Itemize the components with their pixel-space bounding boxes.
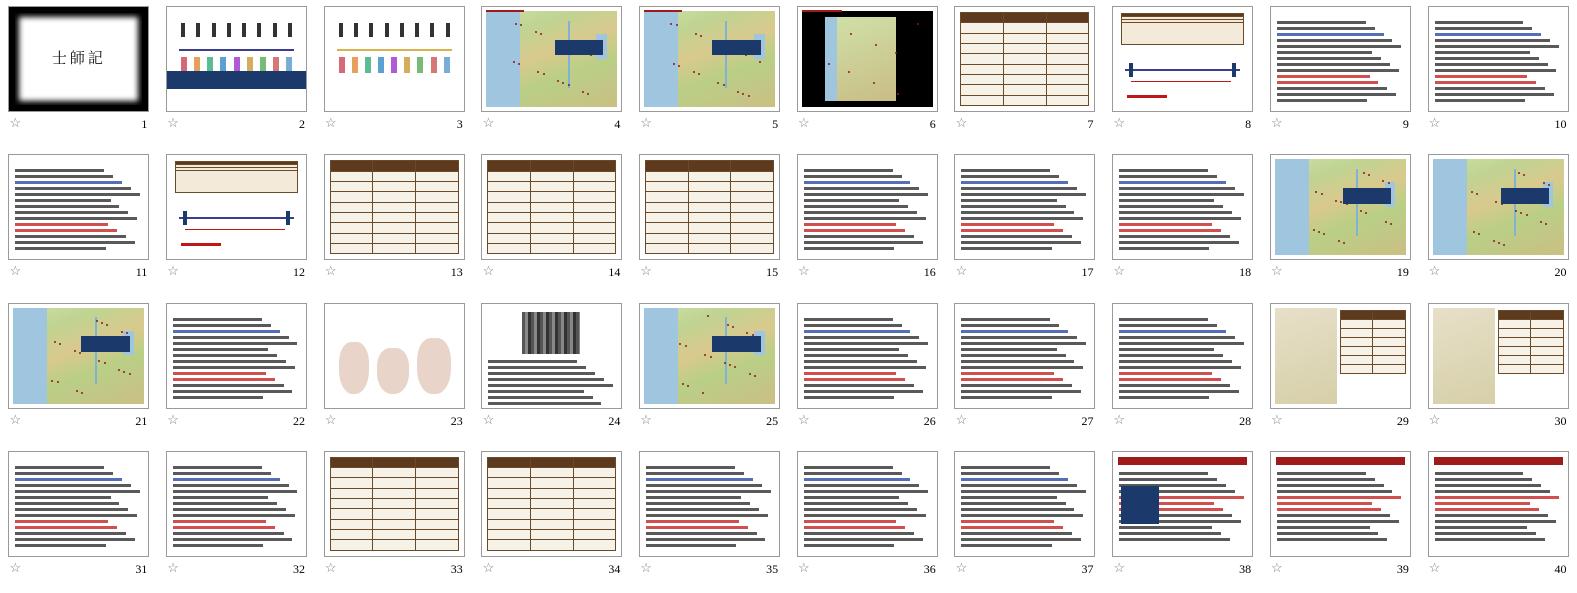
slide-caption bbox=[324, 261, 465, 283]
slide-number: 19 bbox=[1396, 265, 1409, 280]
slide-caption bbox=[166, 113, 307, 135]
slide-number: 30 bbox=[1554, 413, 1567, 428]
slide-text bbox=[9, 452, 148, 556]
slide-caption bbox=[1270, 113, 1411, 135]
slide-table bbox=[325, 452, 464, 556]
slide-caption bbox=[481, 558, 622, 580]
star-icon[interactable]: ☆ bbox=[955, 115, 968, 130]
slide-text bbox=[167, 452, 306, 556]
slide-caption bbox=[324, 558, 465, 580]
star-icon[interactable]: ☆ bbox=[1428, 411, 1441, 427]
slide-thumbnail[interactable] bbox=[481, 451, 622, 557]
star-icon[interactable]: ☆ bbox=[482, 559, 495, 575]
slide-number: 28 bbox=[1239, 413, 1252, 428]
star-icon[interactable]: ☆ bbox=[1113, 411, 1125, 427]
slide-caption bbox=[639, 113, 780, 135]
slide-thumbnail[interactable] bbox=[324, 451, 465, 557]
slide-caption bbox=[1270, 558, 1411, 580]
slide-table bbox=[482, 452, 621, 556]
slide-number: 39 bbox=[1396, 561, 1409, 576]
slide-thumbnail[interactable] bbox=[954, 154, 1095, 260]
slide-thumbnail[interactable] bbox=[1112, 303, 1253, 409]
slide-number: 11 bbox=[135, 265, 148, 280]
slide-cell[interactable] bbox=[1419, 297, 1577, 445]
slide-cell[interactable] bbox=[1419, 0, 1577, 148]
slide-table bbox=[955, 7, 1094, 111]
slide-number: 22 bbox=[293, 413, 306, 428]
slide-thumbnail[interactable] bbox=[8, 154, 149, 260]
star-icon[interactable]: ☆ bbox=[797, 115, 810, 130]
star-icon[interactable]: ☆ bbox=[167, 115, 179, 130]
slide-number: 29 bbox=[1396, 413, 1409, 428]
star-icon[interactable]: ☆ bbox=[167, 411, 179, 427]
slide-number: 23 bbox=[450, 413, 463, 428]
slide-thumbnail[interactable] bbox=[797, 6, 938, 112]
star-icon[interactable]: ☆ bbox=[1113, 263, 1125, 279]
slide-cell[interactable] bbox=[473, 148, 631, 296]
slide-caption bbox=[481, 113, 622, 135]
star-icon[interactable]: ☆ bbox=[1428, 559, 1441, 575]
slide-text bbox=[167, 304, 306, 408]
slide-number: 25 bbox=[766, 413, 779, 428]
slide-thumbnail[interactable] bbox=[1270, 451, 1411, 557]
slide-bw-photo bbox=[482, 304, 621, 408]
slide-table bbox=[482, 155, 621, 259]
star-icon[interactable]: ☆ bbox=[1428, 115, 1441, 130]
slide-caption bbox=[1428, 113, 1569, 135]
slide-number: 3 bbox=[456, 117, 463, 131]
slide-timeline bbox=[167, 155, 306, 259]
slide-number: 8 bbox=[1245, 117, 1252, 131]
star-icon[interactable]: ☆ bbox=[640, 115, 652, 130]
slide-caption bbox=[481, 410, 622, 432]
star-icon[interactable]: ☆ bbox=[1428, 263, 1441, 279]
slide-number: 4 bbox=[614, 117, 621, 131]
star-icon[interactable]: ☆ bbox=[797, 263, 810, 279]
slide-number: 26 bbox=[923, 413, 936, 428]
slide-cell[interactable] bbox=[158, 148, 316, 296]
slide-number: 7 bbox=[1087, 117, 1094, 131]
slide-brown-table bbox=[175, 161, 298, 193]
slide-red-text bbox=[1113, 452, 1252, 556]
star-icon[interactable]: ☆ bbox=[640, 411, 652, 427]
slide-thumbnail[interactable] bbox=[8, 451, 149, 557]
slide-number: 13 bbox=[450, 265, 463, 280]
slide-thumbnail[interactable] bbox=[1428, 451, 1569, 557]
star-icon[interactable]: ☆ bbox=[1271, 559, 1283, 575]
slide-text bbox=[798, 304, 937, 408]
slide-thumbnail[interactable] bbox=[324, 154, 465, 260]
slide-text bbox=[9, 155, 148, 259]
slide-number: 27 bbox=[1081, 413, 1094, 428]
star-icon[interactable]: ☆ bbox=[955, 559, 968, 575]
star-icon[interactable]: ☆ bbox=[9, 115, 22, 130]
star-icon[interactable]: ☆ bbox=[797, 559, 810, 575]
slide-brown-table bbox=[1121, 13, 1244, 45]
slide-text bbox=[955, 304, 1094, 408]
slide-cell[interactable] bbox=[788, 148, 946, 296]
slide-number: 16 bbox=[923, 265, 936, 280]
slide-cell[interactable] bbox=[0, 445, 158, 593]
star-icon[interactable]: ☆ bbox=[9, 559, 22, 575]
slide-caption bbox=[166, 261, 307, 283]
slide-number: 10 bbox=[1554, 117, 1567, 131]
slide-thumbnail[interactable] bbox=[1428, 303, 1569, 409]
slide-thumbnail[interactable] bbox=[954, 451, 1095, 557]
star-icon[interactable]: ☆ bbox=[955, 411, 968, 427]
slide-cell[interactable] bbox=[1104, 297, 1262, 445]
slide-cell[interactable] bbox=[946, 297, 1104, 445]
slide-thumbnail[interactable] bbox=[8, 6, 149, 112]
star-icon[interactable]: ☆ bbox=[482, 263, 495, 279]
slide-thumbnail[interactable] bbox=[639, 451, 780, 557]
star-icon[interactable]: ☆ bbox=[1271, 115, 1283, 130]
slide-number: 6 bbox=[929, 117, 936, 131]
slide-cell[interactable] bbox=[315, 148, 473, 296]
slide-caption bbox=[8, 558, 149, 580]
slide-map bbox=[640, 304, 779, 408]
slide-cell[interactable] bbox=[1262, 0, 1420, 148]
slide-cell[interactable] bbox=[0, 0, 158, 148]
slide-map bbox=[482, 7, 621, 111]
slide-map bbox=[1271, 155, 1410, 259]
slide-thumbnail[interactable] bbox=[1428, 6, 1569, 112]
star-icon[interactable]: ☆ bbox=[1113, 559, 1125, 575]
slide-thumbnail[interactable] bbox=[1270, 303, 1411, 409]
slide-number: 33 bbox=[450, 561, 463, 576]
slide-caption bbox=[8, 410, 149, 432]
slide-text bbox=[955, 155, 1094, 259]
star-icon[interactable]: ☆ bbox=[1271, 263, 1283, 279]
slide-diagram bbox=[167, 7, 306, 111]
slide-number: 15 bbox=[766, 265, 779, 280]
slide-map bbox=[1429, 155, 1568, 259]
slide-cell[interactable] bbox=[788, 445, 946, 593]
slide-caption bbox=[166, 410, 307, 432]
slide-caption bbox=[639, 261, 780, 283]
star-icon[interactable]: ☆ bbox=[640, 559, 652, 575]
slide-cell[interactable] bbox=[631, 445, 789, 593]
star-icon[interactable]: ☆ bbox=[324, 115, 337, 130]
slide-thumbnail[interactable] bbox=[166, 6, 307, 112]
slide-caption bbox=[954, 261, 1095, 283]
slide-map-table bbox=[1429, 304, 1568, 408]
star-icon[interactable]: ☆ bbox=[9, 263, 22, 279]
star-icon[interactable]: ☆ bbox=[167, 559, 179, 575]
slide-text bbox=[955, 452, 1094, 556]
slide-map bbox=[9, 304, 148, 408]
slide-number: 14 bbox=[608, 265, 621, 280]
slide-caption bbox=[8, 261, 149, 283]
slide-cell[interactable] bbox=[0, 297, 158, 445]
slide-caption bbox=[324, 410, 465, 432]
slide-number: 18 bbox=[1239, 265, 1252, 280]
slide-thumbnail[interactable] bbox=[1270, 6, 1411, 112]
slide-text bbox=[1429, 7, 1568, 111]
slide-number: 32 bbox=[293, 561, 306, 576]
slide-thumbnail[interactable] bbox=[324, 6, 465, 112]
slide-thumbnail[interactable] bbox=[1112, 451, 1253, 557]
slide-photo bbox=[325, 304, 464, 408]
slide-map-table bbox=[1271, 304, 1410, 408]
slide-thumbnail[interactable] bbox=[1112, 6, 1253, 112]
star-icon[interactable]: ☆ bbox=[797, 411, 810, 427]
slide-timeline bbox=[1113, 7, 1252, 111]
slide-thumbnail[interactable] bbox=[1270, 154, 1411, 260]
slide-thumbnail[interactable] bbox=[166, 303, 307, 409]
slide-caption bbox=[797, 261, 938, 283]
slide-text bbox=[798, 452, 937, 556]
slide-cell[interactable] bbox=[1419, 148, 1577, 296]
slide-cell[interactable] bbox=[158, 0, 316, 148]
slide-thumbnail[interactable] bbox=[1112, 154, 1253, 260]
slide-caption bbox=[954, 558, 1095, 580]
slide-number: 34 bbox=[608, 561, 621, 576]
slide-cell[interactable] bbox=[631, 148, 789, 296]
slide-cell[interactable] bbox=[315, 297, 473, 445]
slide-number: 21 bbox=[135, 413, 148, 428]
star-icon[interactable]: ☆ bbox=[324, 263, 337, 279]
slide-text bbox=[1113, 304, 1252, 408]
slide-cell[interactable] bbox=[788, 297, 946, 445]
slide-thumbnail[interactable] bbox=[1428, 154, 1569, 260]
slide-cell[interactable] bbox=[1104, 0, 1262, 148]
slide-thumbnail[interactable] bbox=[481, 154, 622, 260]
slide-caption bbox=[166, 558, 307, 580]
slide-caption bbox=[1428, 261, 1569, 283]
slide-thumbnail[interactable] bbox=[954, 6, 1095, 112]
slide-map bbox=[640, 7, 779, 111]
slide-cell[interactable] bbox=[946, 148, 1104, 296]
slide-cell[interactable] bbox=[315, 445, 473, 593]
slide-cell[interactable] bbox=[1419, 445, 1577, 593]
slide-number: 5 bbox=[772, 117, 779, 131]
slide-caption bbox=[1112, 410, 1253, 432]
slide-caption bbox=[1112, 558, 1253, 580]
slide-red-text bbox=[1271, 452, 1410, 556]
slide-caption bbox=[797, 410, 938, 432]
slide-cell[interactable] bbox=[1104, 445, 1262, 593]
slide-cell[interactable] bbox=[788, 0, 946, 148]
slide-number: 1 bbox=[141, 117, 148, 131]
slide-diagram bbox=[325, 7, 464, 111]
slide-thumbnail[interactable] bbox=[481, 6, 622, 112]
slide-number: 35 bbox=[766, 561, 779, 576]
slide-text bbox=[1271, 7, 1410, 111]
slide-text bbox=[1113, 155, 1252, 259]
slide-thumbnail[interactable] bbox=[166, 154, 307, 260]
star-icon[interactable]: ☆ bbox=[1271, 411, 1283, 427]
slide-caption bbox=[324, 113, 465, 135]
slide-title-art bbox=[9, 7, 148, 111]
slide-red-text bbox=[1429, 452, 1568, 556]
slide-cell[interactable] bbox=[158, 445, 316, 593]
slide-caption bbox=[797, 558, 938, 580]
slide-cell[interactable] bbox=[631, 0, 789, 148]
slide-cell[interactable] bbox=[1262, 297, 1420, 445]
slide-number: 36 bbox=[923, 561, 936, 576]
slide-cell[interactable] bbox=[1262, 148, 1420, 296]
slide-cell[interactable] bbox=[473, 297, 631, 445]
slide-number: 37 bbox=[1081, 561, 1094, 576]
slide-number: 2 bbox=[299, 117, 306, 131]
slide-thumbnail[interactable] bbox=[639, 154, 780, 260]
slide-cell[interactable] bbox=[473, 445, 631, 593]
slide-number: 17 bbox=[1081, 265, 1094, 280]
slide-cell[interactable] bbox=[0, 148, 158, 296]
slide-number: 31 bbox=[135, 561, 148, 576]
slide-table bbox=[325, 155, 464, 259]
slide-text bbox=[640, 452, 779, 556]
slide-thumbnail[interactable] bbox=[324, 303, 465, 409]
slide-cell[interactable] bbox=[315, 0, 473, 148]
slide-caption bbox=[1428, 410, 1569, 432]
slide-caption bbox=[481, 261, 622, 283]
slide-number: 9 bbox=[1402, 117, 1409, 131]
slide-cell[interactable] bbox=[946, 445, 1104, 593]
slide-caption bbox=[1428, 558, 1569, 580]
slide-number: 24 bbox=[608, 413, 621, 428]
star-icon[interactable]: ☆ bbox=[324, 559, 337, 575]
slide-caption bbox=[639, 558, 780, 580]
slide-number: 38 bbox=[1239, 561, 1252, 576]
slide-thumbnail[interactable] bbox=[639, 6, 780, 112]
slide-title-text: 士師記 bbox=[51, 51, 106, 67]
slide-thumbnail[interactable] bbox=[797, 451, 938, 557]
slide-cell[interactable] bbox=[1104, 148, 1262, 296]
slide-thumbnail[interactable] bbox=[639, 303, 780, 409]
slide-thumbnail[interactable] bbox=[8, 303, 149, 409]
slide-text bbox=[798, 155, 937, 259]
slide-caption bbox=[1112, 113, 1253, 135]
slide-cell[interactable] bbox=[631, 297, 789, 445]
star-icon[interactable]: ☆ bbox=[9, 411, 22, 427]
slide-caption bbox=[1112, 261, 1253, 283]
slide-map-dark bbox=[798, 7, 937, 111]
slide-cell[interactable] bbox=[473, 0, 631, 148]
slide-thumbnail[interactable] bbox=[166, 451, 307, 557]
slide-caption bbox=[797, 113, 938, 135]
slide-cell[interactable] bbox=[946, 0, 1104, 148]
star-icon[interactable]: ☆ bbox=[482, 411, 495, 427]
star-icon[interactable]: ☆ bbox=[955, 263, 968, 279]
slide-cell[interactable] bbox=[158, 297, 316, 445]
slide-thumbnail[interactable] bbox=[797, 303, 938, 409]
slide-number: 20 bbox=[1554, 265, 1567, 280]
slide-caption bbox=[8, 113, 149, 135]
slide-number: 40 bbox=[1554, 561, 1567, 576]
slide-thumbnail[interactable] bbox=[797, 154, 938, 260]
slide-caption bbox=[954, 410, 1095, 432]
star-icon[interactable]: ☆ bbox=[167, 263, 179, 279]
slide-thumbnail[interactable] bbox=[481, 303, 622, 409]
slide-caption bbox=[639, 410, 780, 432]
star-icon[interactable]: ☆ bbox=[1113, 115, 1125, 130]
slide-caption bbox=[1270, 261, 1411, 283]
slide-thumbnail[interactable] bbox=[954, 303, 1095, 409]
star-icon[interactable]: ☆ bbox=[482, 115, 495, 130]
slide-caption bbox=[1270, 410, 1411, 432]
slide-number: 12 bbox=[293, 265, 306, 280]
slide-cell[interactable] bbox=[1262, 445, 1420, 593]
slide-table bbox=[640, 155, 779, 259]
star-icon[interactable]: ☆ bbox=[324, 411, 337, 427]
slide-caption bbox=[954, 113, 1095, 135]
star-icon[interactable]: ☆ bbox=[640, 263, 652, 279]
